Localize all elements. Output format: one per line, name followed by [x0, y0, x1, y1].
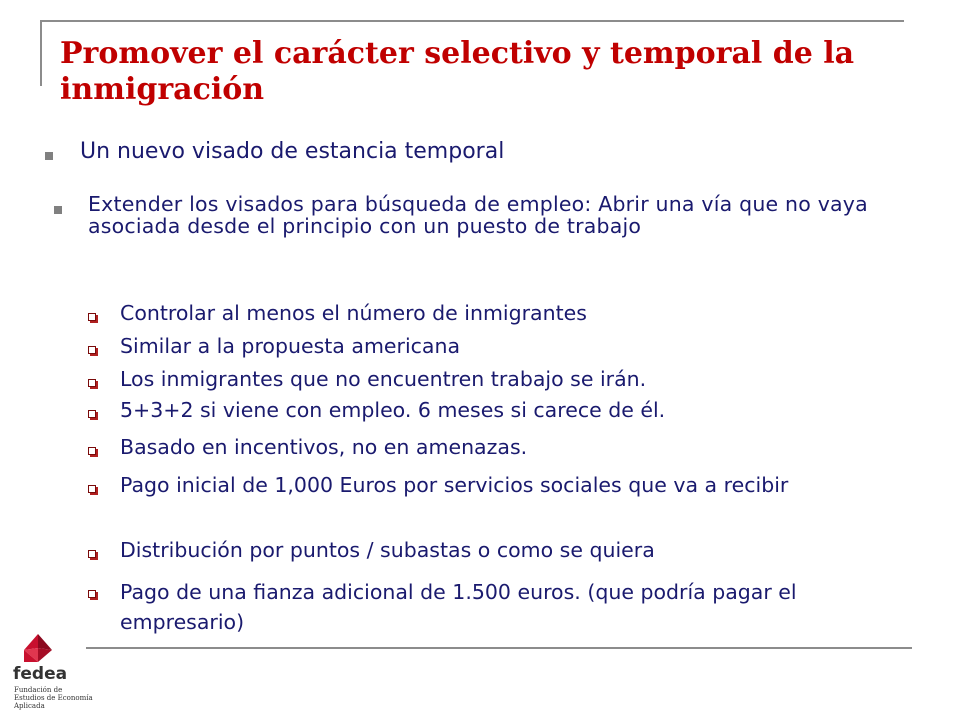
sub-item: Distribución por puntos / subastas o como se quiera — [120, 538, 655, 562]
bullet-level2: Extender los visados para búsqueda de empleo: Abrir una vía que no vaya asociada desde el principio con un puesto de trabajo — [88, 192, 868, 238]
sub-item: Pago de una fianza adicional de 1.500 euros. (que podría pagar el empresario) — [120, 580, 797, 634]
bullet-square-icon — [54, 206, 62, 214]
frame-top-line — [40, 20, 904, 22]
sub-item: Controlar al menos el número de inmigrantes — [120, 301, 587, 325]
checkbox-bullet-icon — [88, 410, 96, 418]
sub-item: Pago inicial de 1,000 Euros por servicios sociales que va a recibir — [120, 473, 789, 497]
checkbox-bullet-icon — [88, 447, 96, 455]
logo-wordmark: fedea — [13, 664, 68, 684]
checkbox-bullet-icon — [88, 313, 96, 321]
sub-item: Los inmigrantes que no encuentren trabajo se irán. — [120, 367, 647, 391]
frame-bottom-line — [86, 647, 912, 649]
checkbox-bullet-icon — [88, 379, 96, 387]
sub-item: Similar a la propuesta americana — [120, 334, 461, 358]
checkbox-bullet-icon — [88, 590, 96, 598]
checkbox-bullet-icon — [88, 550, 96, 558]
checkbox-bullet-icon — [88, 485, 96, 493]
bullet-square-icon — [45, 152, 53, 160]
sub-item: 5+3+2 si viene con empleo. 6 meses si carece de él. — [120, 398, 666, 422]
sub-item: Basado en incentivos, no en amenazas. — [120, 435, 528, 459]
slide-title: Promover el carácter selectivo y temporal de la inmigración — [60, 36, 855, 107]
logo-subtitle: Fundación de Estudios de Economía Aplicada — [14, 686, 93, 710]
bullet-level1: Un nuevo visado de estancia temporal — [80, 139, 505, 164]
checkbox-bullet-icon — [88, 346, 96, 354]
frame-left-line — [40, 20, 42, 86]
